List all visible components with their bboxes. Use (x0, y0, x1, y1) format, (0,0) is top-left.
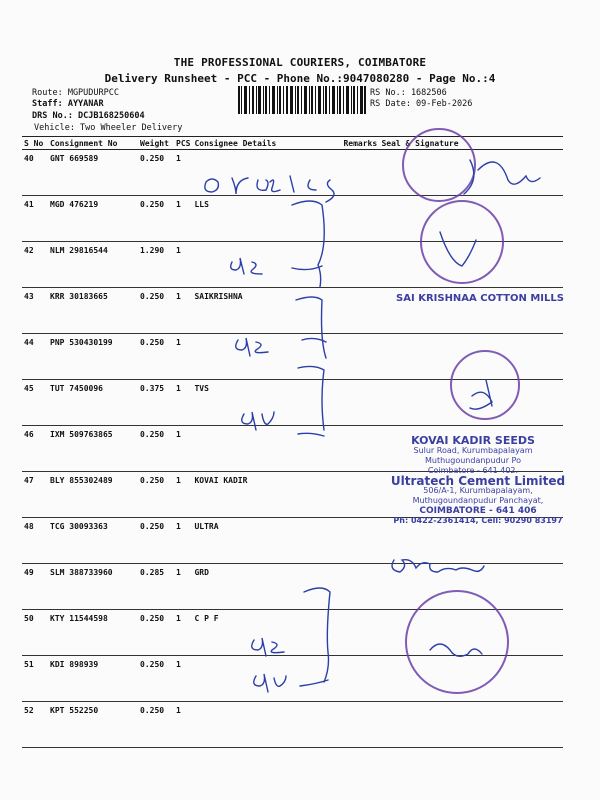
col-sno: S No (22, 137, 48, 150)
cell-weight: 0.250 (138, 196, 174, 242)
cell-pcs: 1 (174, 380, 192, 426)
cell-pcs: 1 (174, 702, 192, 748)
cell-sno: 52 (22, 702, 48, 748)
cell-consignee: SAIKRISHNA (192, 288, 341, 334)
growth-stamp (402, 128, 476, 202)
cell-weight: 0.250 (138, 656, 174, 702)
cell-weight: 0.285 (138, 564, 174, 610)
cell-weight: 0.250 (138, 610, 174, 656)
cell-weight: 0.250 (138, 518, 174, 564)
cell-weight: 0.250 (138, 472, 174, 518)
cell-weight: 0.375 (138, 380, 174, 426)
rs-number: RS No.: 1682506 (370, 88, 447, 98)
table-row (22, 150, 563, 196)
cell-consignment: KTY 11544598 (48, 610, 138, 656)
cell-consignee (192, 334, 341, 380)
cell-sno: 43 (22, 288, 48, 334)
document-title: THE PROFESSIONAL COURIERS, COIMBATORE (173, 56, 427, 69)
cell-pcs: 1 (174, 472, 192, 518)
col-remarks: Remarks (341, 137, 379, 150)
staff-label: Staff: AYYANAR (32, 99, 104, 109)
cell-sno: 50 (22, 610, 48, 656)
cell-pcs: 1 (174, 288, 192, 334)
cell-remarks (341, 196, 379, 242)
cell-remarks (341, 242, 379, 288)
table-header-row (22, 137, 563, 150)
cell-pcs: 1 (174, 242, 192, 288)
barcode (238, 86, 366, 114)
cell-consignment: KDI 898939 (48, 656, 138, 702)
cell-weight: 0.250 (138, 426, 174, 472)
cell-sno: 47 (22, 472, 48, 518)
cell-pcs: 1 (174, 610, 192, 656)
cell-sno: 46 (22, 426, 48, 472)
cell-consignee: LLS (192, 196, 341, 242)
col-consignee: Consignee Details (192, 137, 341, 150)
cell-consignee (192, 426, 341, 472)
cell-consignee: ULTRA (192, 518, 341, 564)
cell-consignee: GRD (192, 564, 341, 610)
saikrishna-stamp: SAI KRISHNAA COTTON MILLS (396, 293, 564, 304)
cell-weight: 0.250 (138, 334, 174, 380)
cell-remarks (341, 288, 379, 334)
cell-consignee (192, 242, 341, 288)
cell-sno: 44 (22, 334, 48, 380)
cell-consignment: TCG 30093363 (48, 518, 138, 564)
cell-sno: 48 (22, 518, 48, 564)
cell-consignee (192, 702, 341, 748)
cell-consignment: MGD 476219 (48, 196, 138, 242)
cell-consignment: SLM 388733960 (48, 564, 138, 610)
cell-consignee: KOVAI KADIR (192, 472, 341, 518)
cell-remarks (341, 702, 379, 748)
cell-pcs: 1 (174, 334, 192, 380)
cell-pcs: 1 (174, 426, 192, 472)
cell-pcs: 1 (174, 196, 192, 242)
cell-consignment: PNP 530430199 (48, 334, 138, 380)
cell-remarks (341, 610, 379, 656)
col-consignment: Consignment No (48, 137, 138, 150)
cell-remarks (341, 380, 379, 426)
cell-sno: 51 (22, 656, 48, 702)
cell-consignee: TVS (192, 380, 341, 426)
cell-sno: 40 (22, 150, 48, 196)
ultratech-stamp: Ultratech Cement Limited 506/A-1, Kurumbapalayam, Muthugoundanpudur Panchayat, COIMBATORE - 641 406 Ph: 0422-2361414, Cell: 90290 83197 (390, 474, 566, 525)
cell-consignee: C P F (192, 610, 341, 656)
tvs-stamp (450, 350, 520, 420)
cell-remarks (341, 334, 379, 380)
cell-weight: 0.250 (138, 702, 174, 748)
cell-sno: 49 (22, 564, 48, 610)
cell-consignment: KPT 552250 (48, 702, 138, 748)
cell-remarks (341, 518, 379, 564)
cell-weight: 0.250 (138, 150, 174, 196)
cell-pcs: 1 (174, 656, 192, 702)
cell-remarks (341, 150, 379, 196)
cell-consignment: NLM 29816544 (48, 242, 138, 288)
cell-consignment: BLY 855302489 (48, 472, 138, 518)
cell-sno: 41 (22, 196, 48, 242)
cell-remarks (341, 564, 379, 610)
cell-weight: 1.290 (138, 242, 174, 288)
cell-consignment: IXM 509763865 (48, 426, 138, 472)
science-stamp (420, 200, 504, 284)
cell-consignment: KRR 30183665 (48, 288, 138, 334)
col-pcs: PCS (176, 138, 191, 148)
cell-consignment: TUT 7450096 (48, 380, 138, 426)
table-row (22, 702, 563, 748)
cell-sno: 42 (22, 242, 48, 288)
cell-remarks (341, 426, 379, 472)
rs-date: RS Date: 09-Feb-2026 (370, 99, 473, 109)
cell-consignee (192, 150, 341, 196)
cell-pcs: 1 (174, 564, 192, 610)
vehicle-label: Vehicle: Two Wheeler Delivery (34, 123, 183, 133)
drs-number: DRS No.: DCJB168250604 (32, 111, 145, 121)
cell-weight: 0.250 (138, 288, 174, 334)
col-signature: Seal & Signature (379, 137, 563, 150)
route-label: Route: MGPUDURPCC (32, 88, 119, 98)
cell-consignment: GNT 669589 (48, 150, 138, 196)
coimbatore-pioneer-stamp (405, 590, 509, 694)
cell-pcs: 1 (174, 518, 192, 564)
cell-remarks (341, 656, 379, 702)
cell-consignee (192, 656, 341, 702)
cell-remarks (341, 472, 379, 518)
cell-signature (379, 702, 563, 748)
kovai-kadir-stamp: KOVAI KADIR SEEDS Sulur Road, Kurumbapalayam Muthugoundanpudur Po Coimbatore - 641 402. (411, 434, 535, 475)
cell-sno: 45 (22, 380, 48, 426)
col-weight: Weight (138, 137, 174, 150)
document-subtitle: Delivery Runsheet - PCC - Phone No.:9047080280 - Page No.:4 (104, 72, 496, 85)
cell-pcs: 1 (174, 150, 192, 196)
